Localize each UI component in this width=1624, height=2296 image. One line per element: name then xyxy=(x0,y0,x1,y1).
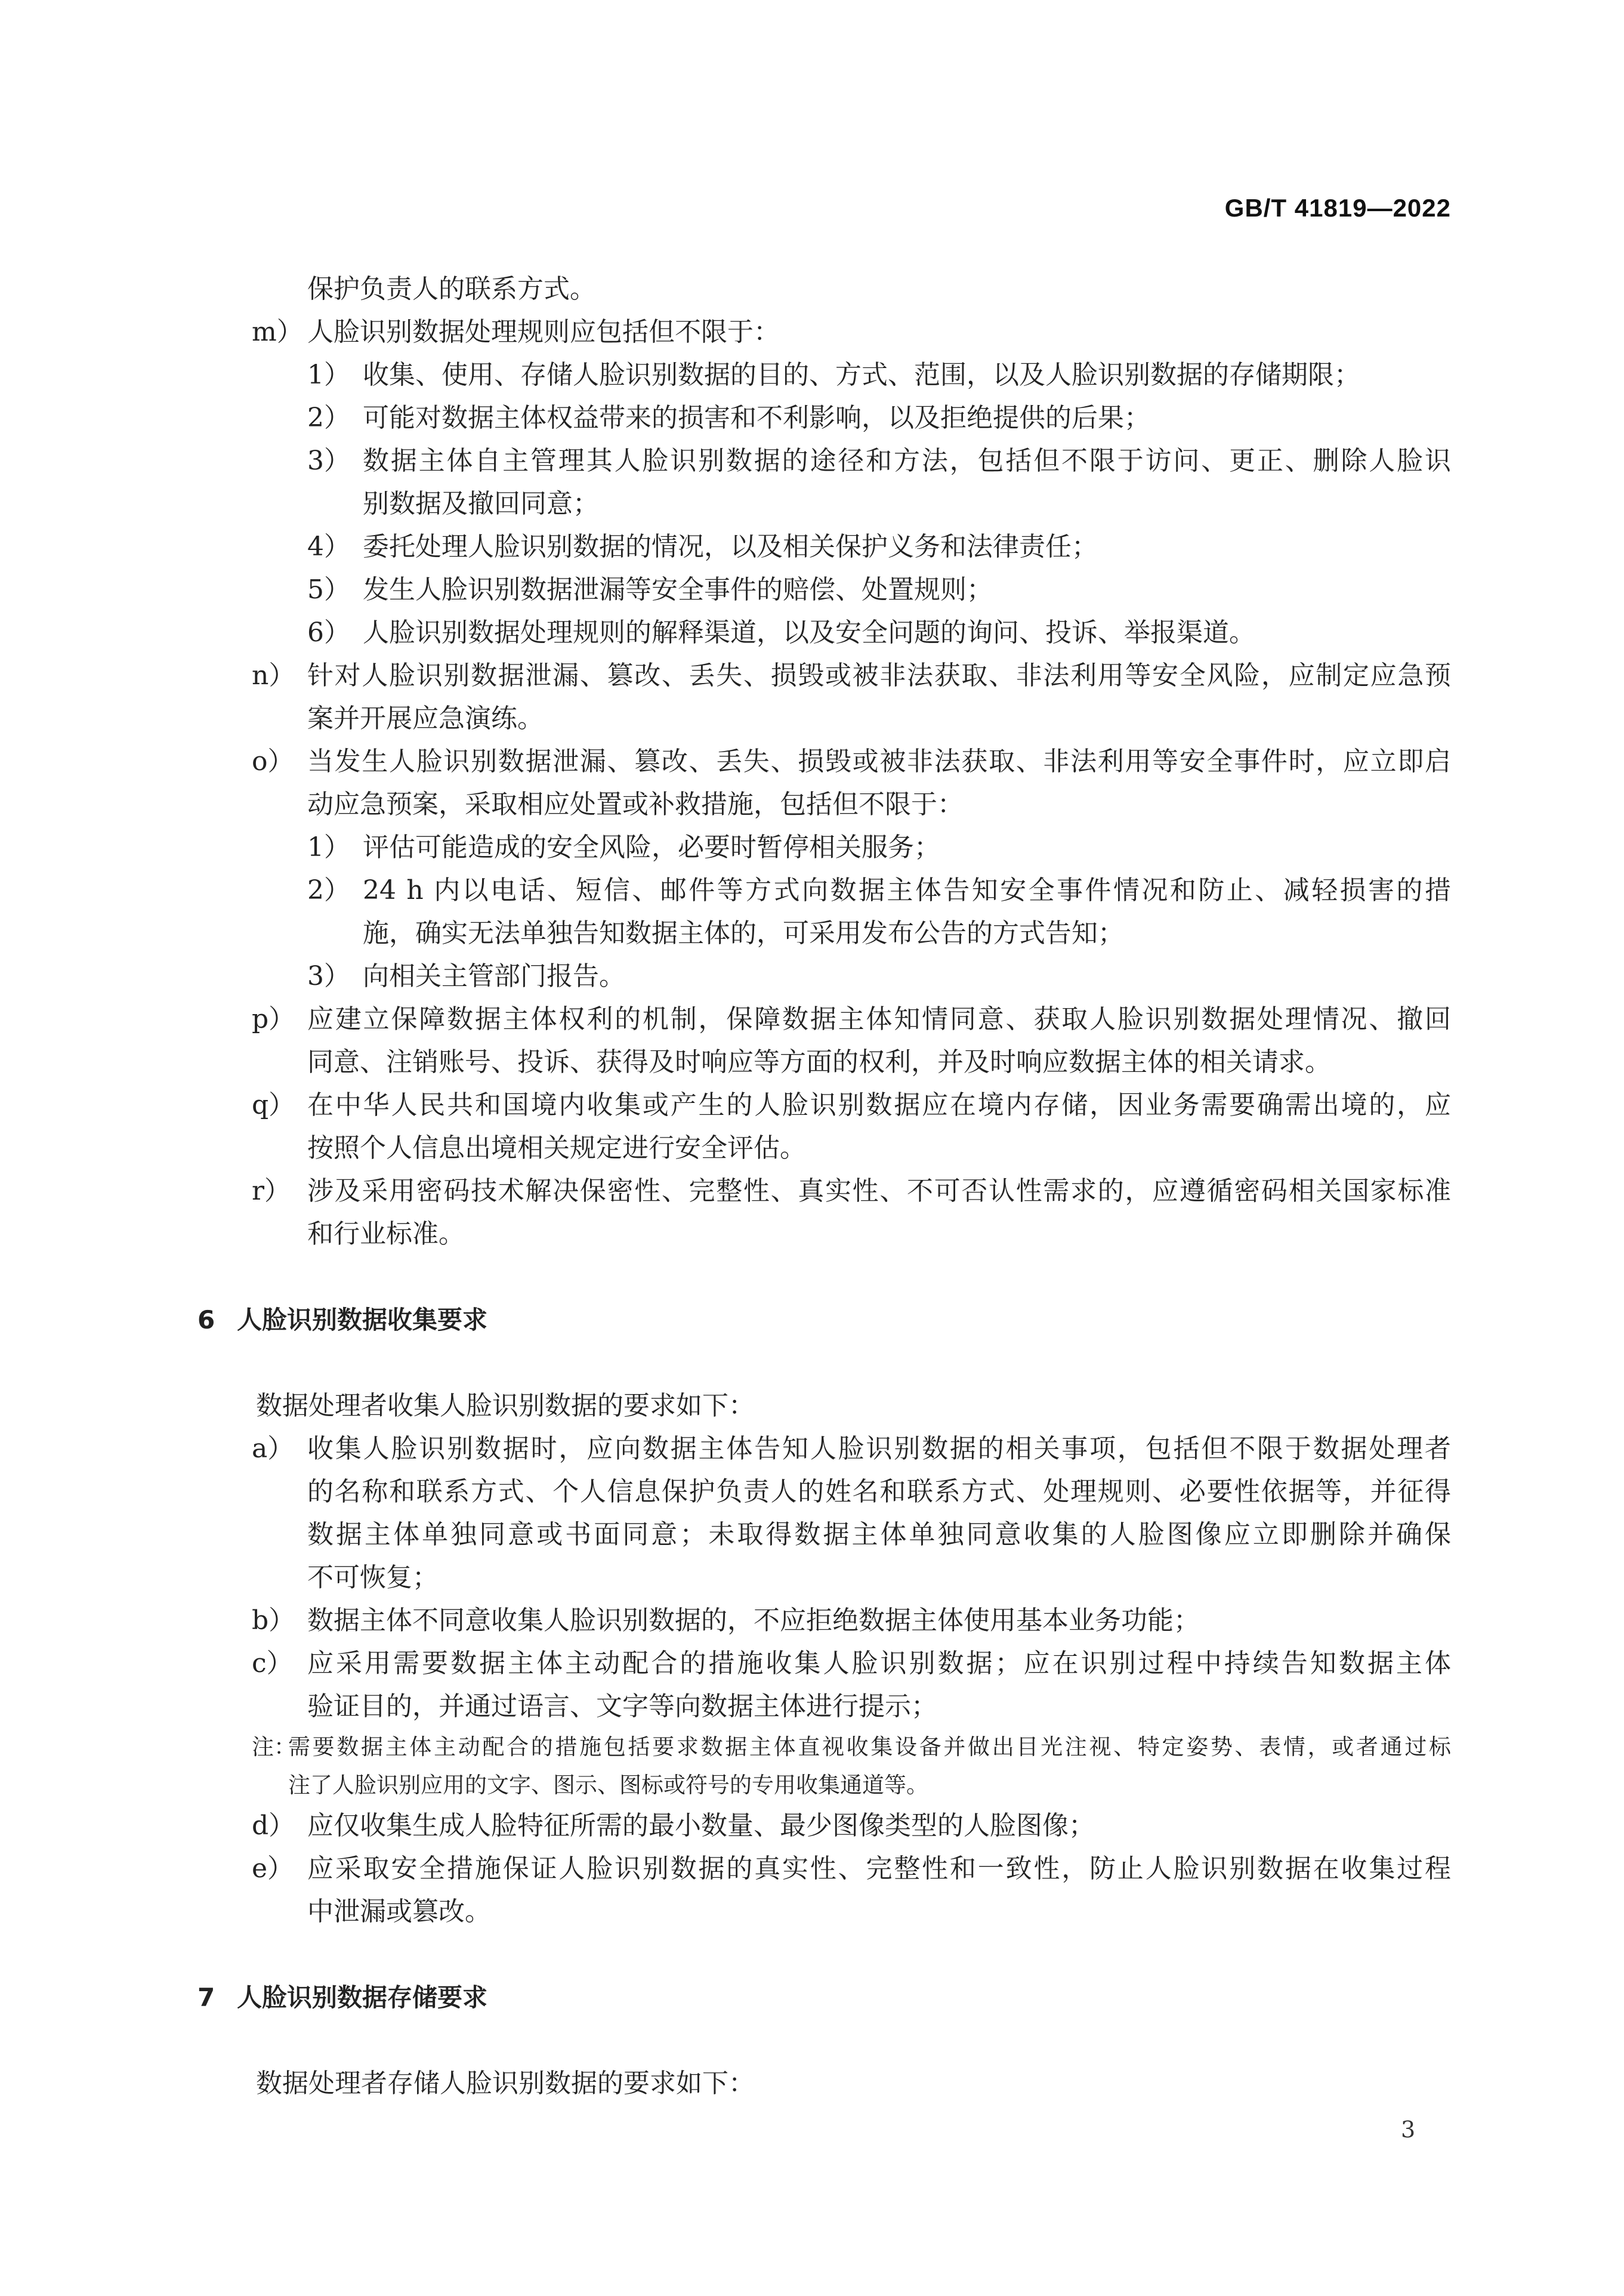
paragraph-text: 数据主体自主管理其人脸识别数据的途径和方法，包括但不限于访问、更正、删除人脸识 xyxy=(363,446,1451,476)
text-line xyxy=(0,1127,1624,1170)
list-item xyxy=(0,654,1624,740)
list-item xyxy=(0,397,1624,440)
text-line xyxy=(0,1847,1624,1890)
list-item xyxy=(0,526,1624,568)
item-label: o） xyxy=(252,746,294,777)
text-line xyxy=(0,483,1624,526)
paragraph-text: 数据主体不同意收集人脸识别数据的，不应拒绝数据主体使用基本业务功能； xyxy=(307,1605,1200,1636)
text-line xyxy=(0,654,1624,697)
section-number: 6 xyxy=(197,1305,215,1334)
paragraph-text: 24 h 内以电话、短信、邮件等方式向数据主体告知安全事件情况和防止、减轻损害的措 xyxy=(363,875,1451,906)
paragraph-text: 的名称和联系方式、个人信息保护负责人的姓名和联系方式、处理规则、必要性依据等，并征得 xyxy=(307,1476,1451,1507)
list-item xyxy=(0,1170,1624,1256)
list-item xyxy=(0,1847,1624,1933)
text-line xyxy=(0,1041,1624,1084)
item-label: c） xyxy=(252,1648,293,1679)
text-line xyxy=(0,1766,1624,1804)
list-item xyxy=(0,1084,1624,1170)
document-number: GB/T 41819—2022 xyxy=(1224,194,1451,222)
item-label: p） xyxy=(252,1004,295,1034)
list-item xyxy=(0,611,1624,654)
item-label: 5） xyxy=(307,574,350,605)
paragraph-text: 别数据及撤回同意； xyxy=(363,489,599,519)
list-item xyxy=(0,568,1624,611)
text-line xyxy=(0,1599,1624,1642)
list-item xyxy=(0,354,1624,397)
text-line xyxy=(0,1299,1624,1342)
item-label: 3） xyxy=(307,446,350,476)
item-label: n） xyxy=(252,660,295,691)
item-label: r） xyxy=(252,1176,291,1206)
text-line xyxy=(0,1427,1624,1470)
note xyxy=(0,1728,1624,1804)
list-item xyxy=(0,268,1624,311)
paragraph-text: 涉及采用密码技术解决保密性、完整性、真实性、不可否认性需求的，应遵循密码相关国家标准 xyxy=(307,1176,1451,1206)
spacer xyxy=(0,1933,1624,1976)
paragraph-text: 动应急预案，采取相应处置或补救措施，包括但不限于： xyxy=(307,789,964,820)
paragraph-text: 数据处理者存储人脸识别数据的要求如下： xyxy=(256,2068,755,2099)
paragraph-text: 需要数据主体主动配合的措施包括要求数据主体直视收集设备并做出目光注视、特定姿势、表情，或者通过标 xyxy=(288,1734,1451,1760)
paragraph-text: 施，确实无法单独告知数据主体的，可采用发布公告的方式告知； xyxy=(363,918,1124,948)
text-line xyxy=(0,740,1624,783)
text-line xyxy=(0,1470,1624,1513)
text-line xyxy=(0,1385,1624,1427)
paragraph-text: 委托处理人脸识别数据的情况，以及相关保护义务和法律责任； xyxy=(363,531,1098,562)
item-label: m） xyxy=(252,317,303,347)
spacer xyxy=(0,1256,1624,1299)
text-line xyxy=(0,1084,1624,1127)
section-number: 7 xyxy=(197,1983,215,2012)
paragraph-text: 人脸识别数据存储要求 xyxy=(237,1983,488,2012)
text-line xyxy=(0,955,1624,998)
text-line xyxy=(0,998,1624,1041)
list-item xyxy=(0,869,1624,955)
item-label: 注： xyxy=(252,1734,296,1760)
paragraph-text: 人脸识别数据收集要求 xyxy=(237,1305,488,1334)
paragraph-text: 向相关主管部门报告。 xyxy=(363,961,625,991)
paragraph-text: 针对人脸识别数据泄漏、篡改、丢失、损毁或被非法获取、非法利用等安全风险，应制定应急预 xyxy=(307,660,1451,691)
list-item xyxy=(0,998,1624,1084)
section-heading xyxy=(0,1299,1624,1342)
paragraph-text: 在中华人民共和国境内收集或产生的人脸识别数据应在境内存储，因业务需要确需出境的，应 xyxy=(307,1090,1451,1120)
document-body xyxy=(0,268,1624,2105)
item-label: a） xyxy=(252,1433,294,1464)
text-line xyxy=(0,440,1624,483)
item-label: e） xyxy=(252,1853,294,1884)
text-line xyxy=(0,1728,1624,1766)
item-label: q） xyxy=(252,1090,295,1120)
text-line xyxy=(0,783,1624,826)
paragraph-text: 数据处理者收集人脸识别数据的要求如下： xyxy=(256,1390,755,1421)
text-line xyxy=(0,526,1624,568)
text-line xyxy=(0,568,1624,611)
text-line xyxy=(0,869,1624,912)
item-label: 1） xyxy=(307,832,350,863)
paragraph-text: 应采取安全措施保证人脸识别数据的真实性、完整性和一致性，防止人脸识别数据在收集过程 xyxy=(307,1853,1451,1884)
text-line xyxy=(0,311,1624,354)
section-heading xyxy=(0,1976,1624,2019)
text-line xyxy=(0,1556,1624,1599)
text-line xyxy=(0,1213,1624,1256)
paragraph-text: 不可恢复； xyxy=(307,1562,439,1593)
text-line xyxy=(0,1513,1624,1556)
list-item xyxy=(0,1385,1624,1427)
list-item xyxy=(0,440,1624,526)
paragraph-text: 评估可能造成的安全风险，必要时暂停相关服务； xyxy=(363,832,940,863)
list-item xyxy=(0,1642,1624,1728)
item-label: b） xyxy=(252,1605,295,1636)
spacer xyxy=(0,1342,1624,1385)
list-item xyxy=(0,740,1624,826)
item-label: 2） xyxy=(307,875,350,906)
paragraph-text: 应建立保障数据主体权利的机制，保障数据主体知情同意、获取人脸识别数据处理情况、撤回 xyxy=(307,1004,1451,1034)
item-label: 4） xyxy=(307,531,350,562)
paragraph-text: 应仅收集生成人脸特征所需的最小数量、最少图像类型的人脸图像； xyxy=(307,1810,1095,1841)
paragraph-text: 可能对数据主体权益带来的损害和不利影响，以及拒绝提供的后果； xyxy=(363,403,1150,433)
list-item xyxy=(0,1804,1624,1847)
text-line xyxy=(0,912,1624,955)
paragraph-text: 案并开展应急演练。 xyxy=(307,703,544,734)
paragraph-text: 和行业标准。 xyxy=(307,1219,465,1249)
text-line xyxy=(0,1976,1624,2019)
paragraph-text: 验证目的，并通过语言、文字等向数据主体进行提示； xyxy=(307,1691,937,1722)
text-line xyxy=(0,2062,1624,2105)
text-line xyxy=(0,1890,1624,1933)
text-line xyxy=(0,611,1624,654)
paragraph-text: 当发生人脸识别数据泄漏、篡改、丢失、损毁或被非法获取、非法利用等安全事件时，应立即启 xyxy=(307,746,1451,777)
paragraph-text: 数据主体单独同意或书面同意；未取得数据主体单独同意收集的人脸图像应立即删除并确保 xyxy=(307,1519,1451,1550)
paragraph-text: 收集人脸识别数据时，应向数据主体告知人脸识别数据的相关事项，包括但不限于数据处理者 xyxy=(307,1433,1451,1464)
paragraph-text: 人脸识别数据处理规则应包括但不限于： xyxy=(307,317,780,347)
paragraph-text: 应采用需要数据主体主动配合的措施收集人脸识别数据；应在识别过程中持续告知数据主体 xyxy=(307,1648,1451,1679)
text-line xyxy=(0,697,1624,740)
list-item xyxy=(0,2062,1624,2105)
list-item xyxy=(0,1599,1624,1642)
text-line xyxy=(0,1642,1624,1685)
text-line xyxy=(0,1170,1624,1213)
paragraph-text: 收集、使用、存储人脸识别数据的目的、方式、范围，以及人脸识别数据的存储期限； xyxy=(363,360,1360,390)
paragraph-text: 发生人脸识别数据泄漏等安全事件的赔偿、处置规则； xyxy=(363,574,993,605)
paragraph-text: 同意、注销账号、投诉、获得及时响应等方面的权利，并及时响应数据主体的相关请求。 xyxy=(307,1047,1331,1077)
paragraph-text: 中泄漏或篡改。 xyxy=(307,1896,491,1927)
text-line xyxy=(0,354,1624,397)
text-line xyxy=(0,1804,1624,1847)
paragraph-text: 保护负责人的联系方式。 xyxy=(307,274,596,304)
item-label: 3） xyxy=(307,961,350,991)
text-line xyxy=(0,1685,1624,1728)
item-label: 6） xyxy=(307,617,350,648)
spacer xyxy=(0,2019,1624,2062)
list-item xyxy=(0,826,1624,869)
item-label: d） xyxy=(252,1810,295,1841)
list-item xyxy=(0,955,1624,998)
paragraph-text: 按照个人信息出境相关规定进行安全评估。 xyxy=(307,1133,806,1163)
list-item xyxy=(0,1427,1624,1599)
paragraph-text: 注了人脸识别应用的文字、图示、图标或符号的专用收集通道等。 xyxy=(288,1772,928,1798)
page-number: 3 xyxy=(1401,2116,1416,2143)
item-label: 2） xyxy=(307,403,350,433)
text-line xyxy=(0,826,1624,869)
text-line xyxy=(0,268,1624,311)
list-item xyxy=(0,311,1624,354)
paragraph-text: 人脸识别数据处理规则的解释渠道，以及安全问题的询问、投诉、举报渠道。 xyxy=(363,617,1255,648)
item-label: 1） xyxy=(307,360,350,390)
text-line xyxy=(0,397,1624,440)
